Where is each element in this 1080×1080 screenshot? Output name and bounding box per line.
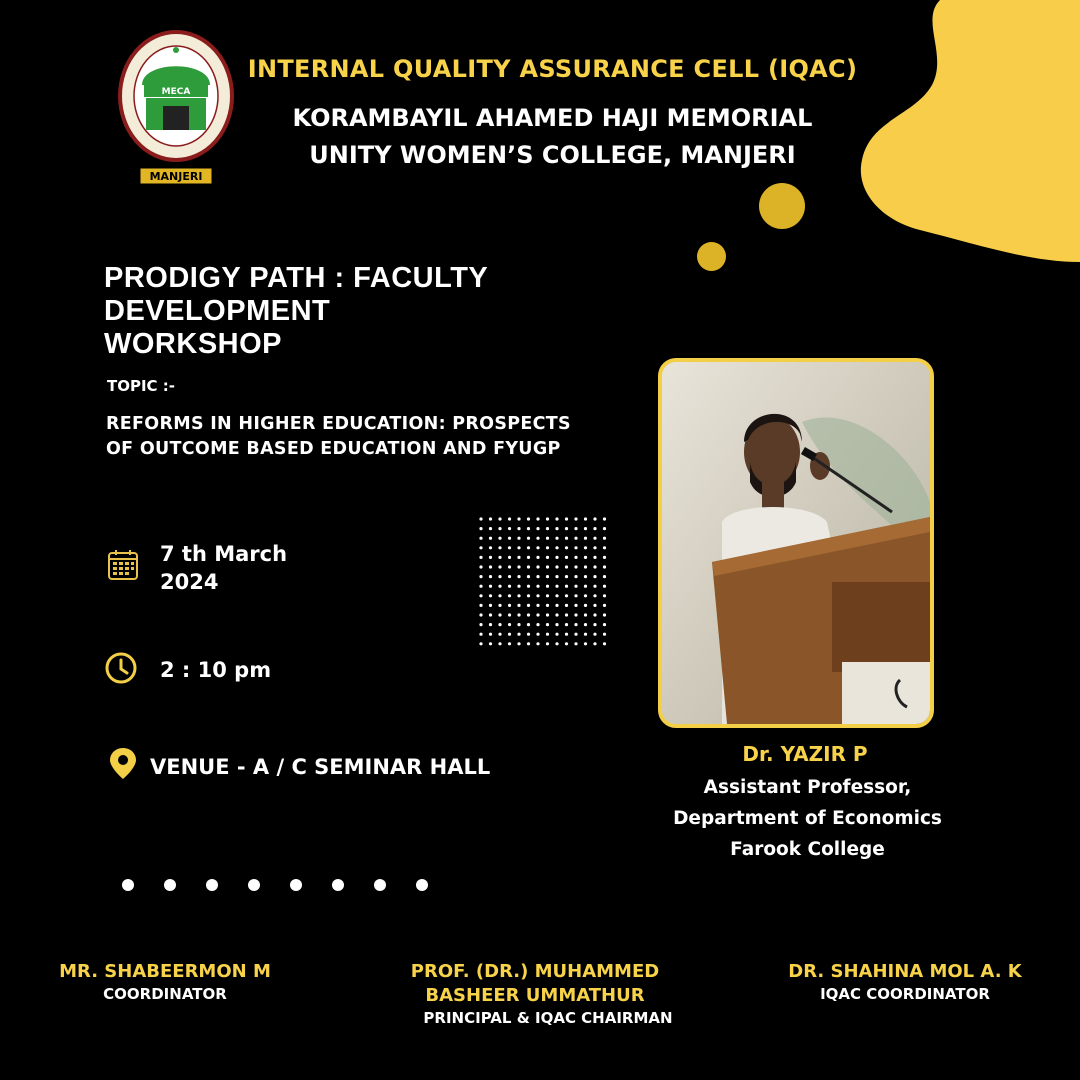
signatory-name: DR. SHAHINA MOL A. K: [788, 961, 1022, 982]
event-venue: VENUE - A / C SEMINAR HALL: [150, 755, 491, 779]
topic-text: [106, 412, 626, 462]
topic-line2: OF OUTCOME BASED EDUCATION AND FYUGP: [106, 439, 561, 459]
signatory-name-line2: BASHEER UMMATHUR: [425, 985, 645, 1006]
speaker-role: Assistant Professor,: [703, 777, 912, 798]
speaker-details: [645, 772, 970, 865]
event-title-line1: PRODIGY PATH : FACULTY DEVELOPMENT: [104, 262, 488, 327]
iqac-heading: INTERNAL QUALITY ASSURANCE CELL (IQAC): [247, 55, 858, 83]
signatory-role: IQAC COORDINATOR: [820, 985, 990, 1003]
speaker-college: Farook College: [730, 839, 885, 860]
logo-text-top: MECA: [161, 87, 191, 97]
speaker-photo-image: [662, 362, 930, 724]
signatory-role: PRINCIPAL & IQAC CHAIRMAN: [423, 1009, 673, 1027]
logo-text-bottom: MANJERI: [149, 170, 203, 183]
college-name: [240, 100, 865, 174]
decorative-dot-grid: [478, 516, 608, 651]
signatory-principal: [390, 960, 700, 1028]
event-date: [160, 540, 287, 596]
speaker-department: Department of Economics: [673, 808, 942, 829]
signatory-iqac-coordinator: [770, 960, 1040, 1004]
signatory-role: COORDINATOR: [103, 985, 227, 1003]
topic-line1: REFORMS IN HIGHER EDUCATION: PROSPECTS: [106, 414, 571, 434]
college-logo: [118, 30, 234, 188]
speaker-name: Dr. YAZIR P: [742, 742, 868, 766]
signatory-coordinator: [40, 960, 290, 1004]
event-title: [104, 262, 704, 361]
clock-icon: [104, 651, 138, 685]
event-date-line1: 7 th March: [160, 542, 288, 566]
college-name-line2: UNITY WOMEN’S COLLEGE, MANJERI: [309, 141, 796, 169]
decorative-dot-row: [122, 878, 432, 892]
decorative-blob: [860, 0, 1080, 262]
decorative-dot-large: [759, 183, 805, 229]
calendar-icon: [106, 548, 140, 582]
event-time: 2 : 10 pm: [160, 658, 272, 682]
topic-label: TOPIC :-: [107, 377, 176, 395]
event-title-line2: WORKSHOP: [104, 328, 282, 360]
college-name-line1: KORAMBAYIL AHAMED HAJI MEMORIAL: [292, 104, 813, 132]
signatory-name-line1: PROF. (DR.) MUHAMMED: [410, 961, 660, 982]
event-date-line2: 2024: [160, 570, 219, 594]
speaker-photo: [658, 358, 934, 728]
location-pin-icon: [106, 746, 140, 780]
signatory-name: MR. SHABEERMON M: [59, 961, 271, 982]
